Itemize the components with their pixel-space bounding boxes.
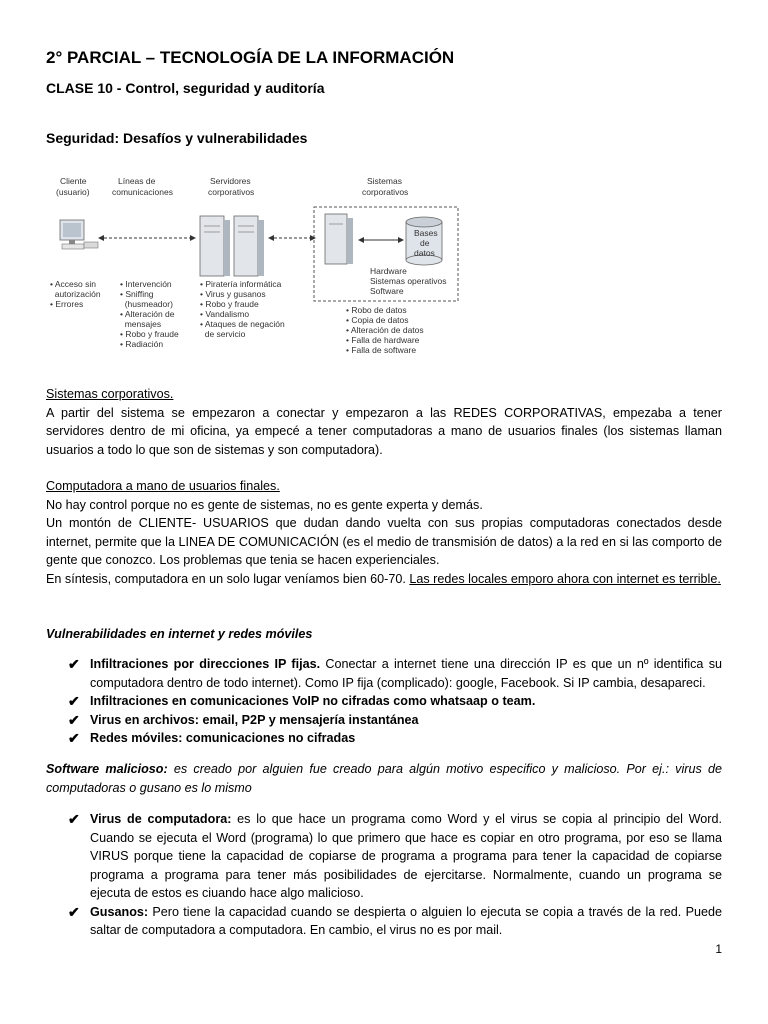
computadora-line1: No hay control porque no es gente de sistemas, no es gente experta y demás. [46, 497, 483, 512]
svg-text:• Vandalismo: • Vandalismo [200, 309, 250, 319]
svg-text:• Robo y fraude: • Robo y fraude [120, 329, 179, 339]
checkmark-icon: ✔ [68, 730, 80, 746]
sistemas-text: A partir del sistema se empezaron a conectar y empezaron a las REDES CORPORATIVAS, empezaba a tener servidores dentro de mi oficina, ya empecé a tener computadoras a mano de usuarios finales (los sistemas llaman usuarios a todo lo que son de sistemas y son computadora). [46, 405, 722, 457]
software-intro [46, 760, 722, 797]
computadora-line3-plain: En síntesis, computadora en un solo lugar veníamos bien 60-70. [46, 571, 410, 586]
svg-text:Sistemas operativos: Sistemas operativos [370, 276, 447, 286]
svg-text:• Robo de datos: • Robo de datos [346, 305, 407, 315]
svg-text:• Intervención: • Intervención [120, 279, 172, 289]
svg-text:• Radiación: • Radiación [120, 339, 164, 349]
page-title: 2° PARCIAL – TECNOLOGÍA DE LA INFORMACIÓN [46, 48, 455, 67]
svg-text:Líneas de: Líneas de [118, 176, 156, 186]
section-title: Seguridad: Desafíos y vulnerabilidades [46, 130, 308, 146]
vulnerabilidades-heading: Vulnerabilidades en internet y redes móviles [46, 627, 313, 641]
svg-text:corporativos: corporativos [362, 187, 409, 197]
svg-text:• Ataques de negación: • Ataques de negación [200, 319, 285, 329]
client-computer-icon [60, 220, 98, 249]
svg-text:• Virus y gusanos: • Virus y gusanos [200, 289, 266, 299]
list-item: ✔ Infiltraciones en comunicaciones VoIP no cifradas como whatsaap o team. [68, 693, 536, 709]
svg-text:(usuario): (usuario) [56, 187, 90, 197]
checkmark-icon: ✔ [68, 656, 80, 672]
sistemas-heading: Sistemas corporativos. [46, 387, 174, 401]
servers-to-systems-arrow [268, 235, 316, 241]
svg-text:(husmeador): (husmeador) [120, 299, 173, 309]
list-item: ✔ Infiltraciones por direcciones IP fijas. Conectar a internet tiene una dirección IP es que un nº identifica su computadora dentro de todo internet). Como IP fija (complicado): google, Facebook. Si IP cambia, desapareci. [68, 656, 723, 690]
checkmark-icon: ✔ [68, 903, 80, 920]
svg-text:mensajes: mensajes [120, 319, 162, 329]
list-item: ✔ Gusanos: Pero tiene la capacidad cuando se despierta o alguien lo ejecuta se copia a través de la red. Puede saltar de computadora a computadora. En cambio, el virus no es por mail. [68, 903, 722, 937]
computadora-section [46, 477, 722, 588]
list-item: ✔ Virus de computadora: es lo que hace un programa como Word y el virus se copia al principio del Word. Cuando se ejecuta el Word (programa) lo que primero que hace es copiar en otro programa, por eso se llama VIRUS porque tiene la capacidad de copiarse de programa a programa para tener la capacidad de copiarse programa a programa para tener más posibilidades de ejercitarse. Normalmente, cuando un programa se ejecuta de estos es ciuando hace algo malicioso. [68, 811, 722, 900]
diagram-col3-items [200, 279, 285, 339]
svg-text:Servidores: Servidores [210, 176, 251, 186]
computadora-line3-underlined: Las redes locales emporo ahora con internet es terrible. [409, 571, 721, 586]
page-number: 1 [715, 942, 722, 956]
diagram-col3-title [208, 176, 254, 197]
software-text: es creado por alguien fue creado para algún motivo especifico y malicioso. Por ej.: virus de computadoras o gusano es lo mismo [46, 762, 722, 795]
diagram-col4-title [362, 176, 408, 197]
list-item: ✔ Redes móviles: comunicaciones no cifradas [68, 730, 356, 746]
class-title: CLASE 10 - Control, seguridad y auditoría [46, 80, 325, 96]
diagram-col1-items [50, 279, 101, 309]
corporate-servers-icon [200, 216, 264, 276]
checkmark-icon: ✔ [68, 693, 80, 709]
svg-text:comunicaciones: comunicaciones [112, 187, 173, 197]
diagram-col2-items [120, 279, 179, 349]
svg-text:• Alteración de: • Alteración de [120, 309, 175, 319]
security-diagram [42, 170, 462, 365]
svg-text:Hardware: Hardware [370, 266, 407, 276]
system-components-label [370, 266, 447, 296]
system-server-icon [325, 214, 353, 264]
svg-text:Sistemas: Sistemas [367, 176, 402, 186]
svg-text:• Alteración de datos: • Alteración de datos [346, 325, 424, 335]
svg-text:• Falla de software: • Falla de software [346, 345, 417, 355]
svg-text:• Errores: • Errores [50, 299, 84, 309]
svg-text:• Sniffing: • Sniffing [120, 289, 154, 299]
communication-line-arrow [98, 235, 196, 241]
checkmark-icon: ✔ [68, 711, 80, 728]
checkmark-icon: ✔ [68, 811, 80, 827]
svg-text:• Copia de datos: • Copia de datos [346, 315, 409, 325]
svg-text:• Piratería informática: • Piratería informática [200, 279, 282, 289]
vulnerabilidades-list [68, 655, 722, 748]
svg-text:autorización: autorización [50, 289, 101, 299]
computadora-line2: Un montón de CLIENTE- USUARIOS que dudan dando vuelta con sus propias computadoras conectados desde internet, permite que la LINEA DE COMUNICACIÓN (es el medio de transmisión de datos) a la red en si las comporto de gente que conozco. Los problemas que tenia se hacen experienciales. [46, 516, 722, 567]
list-item: ✔ Virus en archivos: email, P2P y mensajería instantánea [68, 711, 419, 728]
svg-text:Software: Software [370, 286, 404, 296]
svg-text:Bases: Bases [414, 228, 438, 238]
svg-text:• Falla de hardware: • Falla de hardware [346, 335, 420, 345]
diagram-col2-title [112, 176, 173, 197]
sistemas-section [46, 385, 722, 459]
software-list [68, 810, 722, 940]
server-to-database-arrow [358, 237, 404, 243]
svg-text:• Acceso sin: • Acceso sin [50, 279, 96, 289]
computadora-line3 [46, 570, 722, 589]
svg-text:de: de [420, 238, 430, 248]
database-icon [406, 217, 442, 265]
svg-text:datos: datos [414, 248, 435, 258]
software-label: Software malicioso: [46, 762, 168, 776]
svg-text:• Robo y fraude: • Robo y fraude [200, 299, 259, 309]
svg-text:Cliente: Cliente [60, 176, 87, 186]
diagram-col4-items [346, 305, 424, 355]
svg-text:corporativos: corporativos [208, 187, 255, 197]
computadora-heading: Computadora a mano de usuarios finales. [46, 479, 280, 493]
diagram-col1-title [56, 176, 90, 197]
svg-text:de servicio: de servicio [200, 329, 246, 339]
